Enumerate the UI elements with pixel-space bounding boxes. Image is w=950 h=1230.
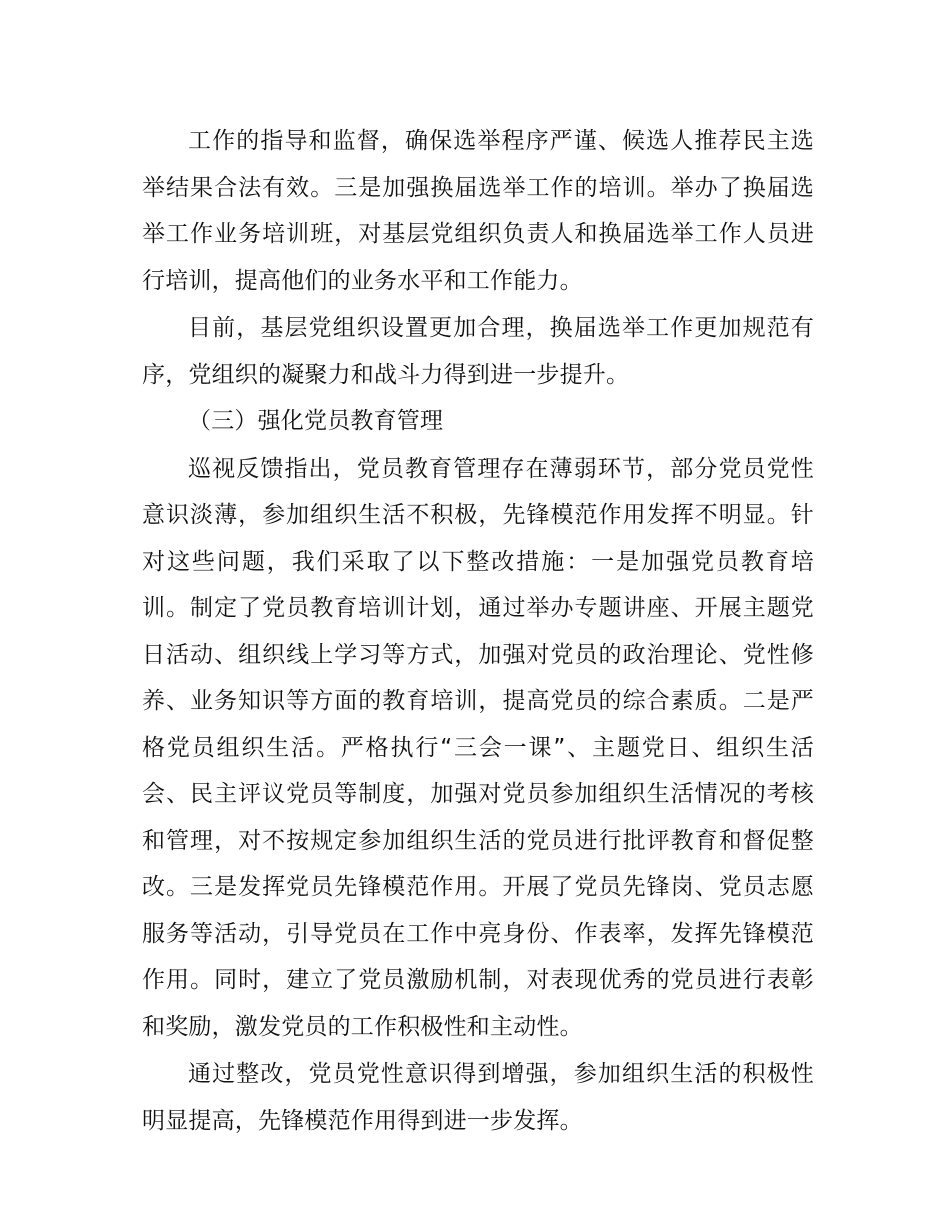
- paragraph-current-status: 目前，基层党组织设置更加合理，换届选举工作更加规范有序，党组织的凝聚力和战斗力得到进一步提升。: [142, 315, 814, 388]
- section-heading: （三）强化党员教育管理: [188, 408, 444, 434]
- paragraph-member-education: 巡视反馈指出，党员教育管理存在薄弱环节，部分党员党性意识淡薄，参加组织生活不积极，先锋模范作用发挥不明显。针对这些问题，我们采取了以下整改措施：一是加强党员教育培训。制定了党员教育培训计划，通过举办专题讲座、开展主题党日活动、组织线上学习等方式，加强对党员的政治理论、党性修养、业务知识等方面的教育培训，提高党员的综合素质。二是严格党员组织生活。严格执行“三会一课”、主题党日、组织生活会、民主评议党员等制度，加强对党员参加组织生活情况的考核和管理，对不按规定参加组织生活的党员进行批评教育和督促整改。三是发挥党员先锋模范作用。开展了党员先锋岗、党员志愿服务等活动，引导党员在工作中亮身份、作表率，发挥先锋模范作用。同时，建立了党员激励机制，对表现优秀的党员进行表彰和奖励，激发党员的工作积极性和主动性。: [142, 455, 814, 1040]
- paragraph-rectification-result: 通过整改，党员党性意识得到增强，参加组织生活的积极性明显提高，先锋模范作用得到进一步发挥。: [142, 1061, 814, 1134]
- paragraph-election-training: 工作的指导和监督，确保选举程序严谨、候选人推荐民主选举结果合法有效。三是加强换届选举工作的培训。举办了换届选举工作业务培训班，对基层党组织负责人和换届选举工作人员进行培训，提高他们的业务水平和工作能力。: [142, 128, 814, 294]
- document-body: [142, 118, 814, 1144]
